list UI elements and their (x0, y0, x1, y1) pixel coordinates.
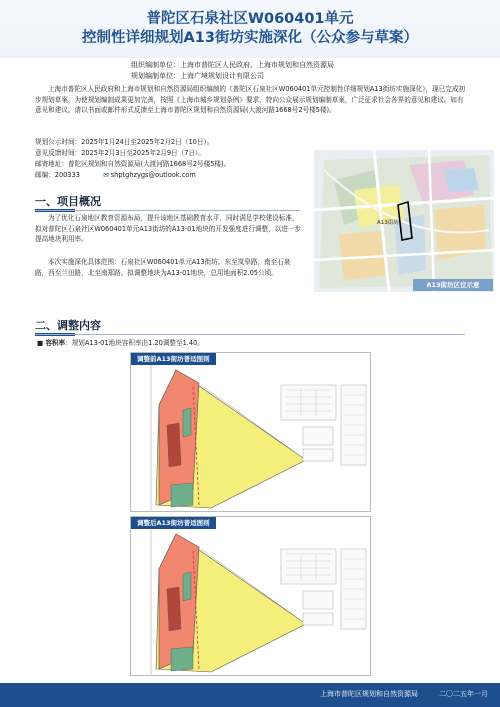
panel-after-title: 调整后A13街坊普适图则 (131, 517, 216, 529)
footer-date: 二〇二五年一月 (439, 690, 488, 698)
footer-bar (0, 683, 500, 707)
plan-map-before (131, 365, 370, 511)
page-title (0, 10, 500, 48)
email-address[interactable]: shptghzygs@outlook.com (110, 171, 196, 179)
mail-address: 邮寄地址：普陀区规划和自然资源局(大渡河路1668号2号楼5楼)。 (35, 160, 231, 168)
section1-para2: 本次实施深化具体范围：石泉社区W060401单元A13街坊。东至岚皋路，南至石泉路，西至兰田路，北至南郑路。拟调整地块为A13-01地块，总用地面积2.05公顷。 (35, 258, 291, 277)
bullet-square-icon: ■ (37, 339, 44, 347)
plan-panel-before (130, 352, 371, 512)
section2-heading: 二、调整内容 (35, 319, 101, 332)
organization-block (131, 60, 334, 81)
section1-heading: 一、项目概况 (35, 195, 101, 208)
far-bullet (37, 337, 204, 347)
footer-agency: 上海市普陀区规划和自然资源局 (320, 690, 418, 698)
contact-line (35, 170, 196, 181)
designer-line: 规划编制单位：上海广境规划设计有限公司 (131, 71, 264, 80)
title-line-1: 普陀区石泉社区W060401单元 (146, 11, 354, 27)
far-label: 容积率 (45, 339, 66, 347)
feedback-time: 意见反馈时间：2025年2月3日至2025年2月9日（7日）。 (35, 149, 205, 157)
email-icon: ✉ (103, 171, 109, 179)
intro-paragraph: 上海市普陀区人民政府和上海市规划和自然资源局组织编制的《普陀区石泉社区W060401单元控制性详细规划A13街坊实施深化》，现已完成初步规划草案，为使规划编制成果更加完善，按照《上海市城乡规划条例》要求，特向公众展示规划编制草案，广泛征求社会各界的意见和建议。如有意见和建议，请以书面或邮件形式反馈至上海市普陀区规划和自然资源局(大渡河路1668号2号楼5楼)。 (35, 85, 466, 115)
plan-map-after (131, 529, 370, 675)
title-line-2: 控制性详细规划A13街坊实施深化（公众参与草案） (82, 30, 418, 46)
section2-divider (35, 334, 465, 335)
section1-divider (35, 210, 300, 211)
map-caption: A13街坊区位示意 (413, 279, 493, 291)
location-map (314, 150, 494, 292)
postcode: 邮编：200333 (35, 171, 80, 179)
map-a13-label: A13街坊 (377, 220, 399, 226)
far-text: ：规划A13-01地块容积率由1.20调整至1.40。 (65, 339, 204, 347)
panel-before-title: 调整前A13街坊普适图则 (131, 353, 216, 365)
publicity-time: 规划公示时间：2025年1月24日至2025年2月2日（10日）。 (35, 138, 214, 146)
plan-panel-after (130, 516, 371, 676)
section1-para1: 为了优化石泉地区教育资源布局，提升该地区基础教育水平，同时满足学校建设标准，拟对普陀区石泉社区W060401单元A13街坊的A13-01地块的开发强度进行调整，以进一步提高地块利用率。 (35, 214, 302, 244)
compiler-line: 组织编制单位：上海市普陀区人民政府、上海市规划和自然资源局 (131, 61, 334, 69)
